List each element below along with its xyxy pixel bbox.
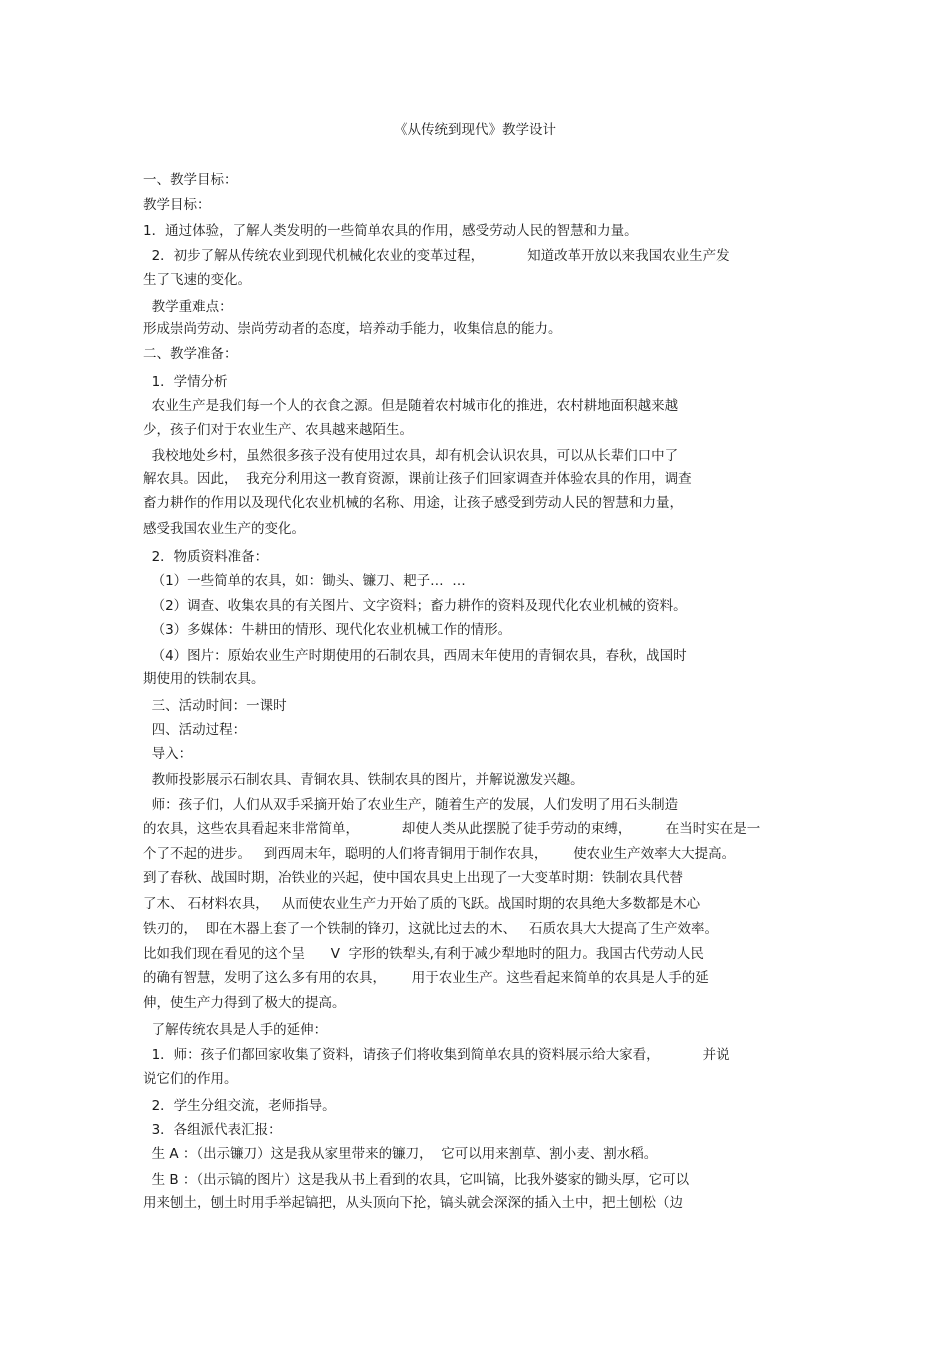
text-line: 教学目标：	[143, 197, 211, 213]
text-line: 比如我们现在看见的这个呈 V 字形的铁犁头,有利于减少犁地时的阻力。我国古代劳动人民	[143, 946, 704, 962]
text-line: 少，孩子们对于农业生产、农具越来越陌生。	[143, 422, 413, 438]
text-line: 生 A ：（出示镰刀）这是我从家里带来的镰刀， 它可以用来割草、割小麦、割水稻。	[143, 1146, 658, 1162]
text-line: 1．通过体验，了解人类发明的一些简单农具的作用，感受劳动人民的智慧和力量。	[143, 223, 638, 239]
text-line: 的农具，这些农具看起来非常简单， 却使人类从此摆脱了徒手劳动的束缚， 在当时实在是一	[143, 821, 761, 837]
text-line: 2．初步了解从传统农业到现代机械化农业的变革过程， 知道改革开放以来我国农业生产发	[143, 248, 730, 264]
text-line: 说它们的作用。	[143, 1071, 238, 1087]
text-line: 导入：	[143, 746, 193, 762]
text-line: 2．物质资料准备：	[143, 549, 269, 565]
text-line: 2．学生分组交流，老师指导。	[143, 1098, 336, 1114]
text-line: 师：孩子们，人们从双手采摘开始了农业生产，随着生产的发展，人们发明了用石头制造	[143, 797, 679, 813]
text-line: 生了飞速的变化。	[143, 272, 251, 288]
text-line: 用来刨土，刨土时用手举起镐把，从头顶向下抡，镐头就会深深的插入土中，把土刨松（边	[143, 1195, 683, 1211]
text-line: 一、教学目标：	[143, 172, 238, 188]
text-line: 形成崇尚劳动、崇尚劳动者的态度，培养动手能力，收集信息的能力。	[143, 321, 562, 337]
text-line: 了解传统农具是人手的延伸：	[143, 1022, 328, 1038]
text-line: 到了春秋、战国时期，冶铁业的兴起，使中国农具史上出现了一大变革时期：铁制农具代替	[143, 870, 683, 886]
text-line: 农业生产是我们每一个人的衣食之源。但是随着农村城市化的推进，农村耕地面积越来越	[143, 398, 679, 414]
text-line: 伸，使生产力得到了极大的提高。	[143, 995, 346, 1011]
text-line: 生 B ：（出示镐的图片）这是我从书上看到的农具，它叫镐，比我外婆家的锄头厚，它可以	[143, 1172, 690, 1188]
text-line: 3．各组派代表汇报：	[143, 1122, 282, 1138]
text-line: 了木、 石材料农具， 从而使农业生产力开始了质的飞跃。战国时期的农具绝大多数都是木心	[143, 896, 701, 912]
text-line: （1）一些简单的农具，如：锄头、镰刀、耙子… …	[143, 573, 466, 589]
text-line: 1．师：孩子们都回家收集了资料，请孩子们将收集到简单农具的资料展示给大家看， 并说	[143, 1047, 730, 1063]
text-line: 教师投影展示石制农具、青铜农具、铁制农具的图片，并解说激发兴趣。	[143, 772, 584, 788]
text-line: 四、活动过程：	[143, 722, 247, 738]
text-line: 感受我国农业生产的变化。	[143, 521, 305, 537]
text-line: 三、活动时间：一课时	[143, 698, 287, 714]
text-line: 解农具。因此， 我充分利用这一教育资源，课前让孩子们回家调查并体验农具的作用，调查	[143, 471, 692, 487]
text-line: 二、教学准备：	[143, 346, 238, 362]
document-title: 《从传统到现代》教学设计	[394, 122, 556, 138]
text-line: 我校地处乡村，虽然很多孩子没有使用过农具，却有机会认识农具，可以从长辈们口中了	[143, 448, 679, 464]
text-line: 教学重难点：	[143, 299, 233, 315]
text-line: （2）调查、收集农具的有关图片、文字资料；畜力耕作的资料及现代化农业机械的资料。	[143, 598, 687, 614]
text-line: 期使用的铁制农具。	[143, 671, 265, 687]
text-line: 铁刃的， 即在木器上套了一个铁制的锋刃，这就比过去的木、 石质农具大大提高了生产效率。	[143, 921, 718, 937]
text-line: 畜力耕作的作用以及现代化农业机械的名称、用途，让孩子感受到劳动人民的智慧和力量，	[143, 495, 683, 511]
text-line: 的确有智慧，发明了这么多有用的农具， 用于农业生产。这些看起来简单的农具是人手的延	[143, 970, 709, 986]
text-line: 个了不起的进步。 到西周末年，聪明的人们将青铜用于制作农具， 使农业生产效率大大提高。	[143, 846, 736, 862]
text-line: （3）多媒体：牛耕田的情形、现代化农业机械工作的情形。	[143, 622, 512, 638]
text-line: （4）图片：原始农业生产时期使用的石制农具，西周末年使用的青铜农具，春秋，战国时	[143, 648, 687, 664]
text-line: 1．学情分析	[143, 374, 228, 390]
